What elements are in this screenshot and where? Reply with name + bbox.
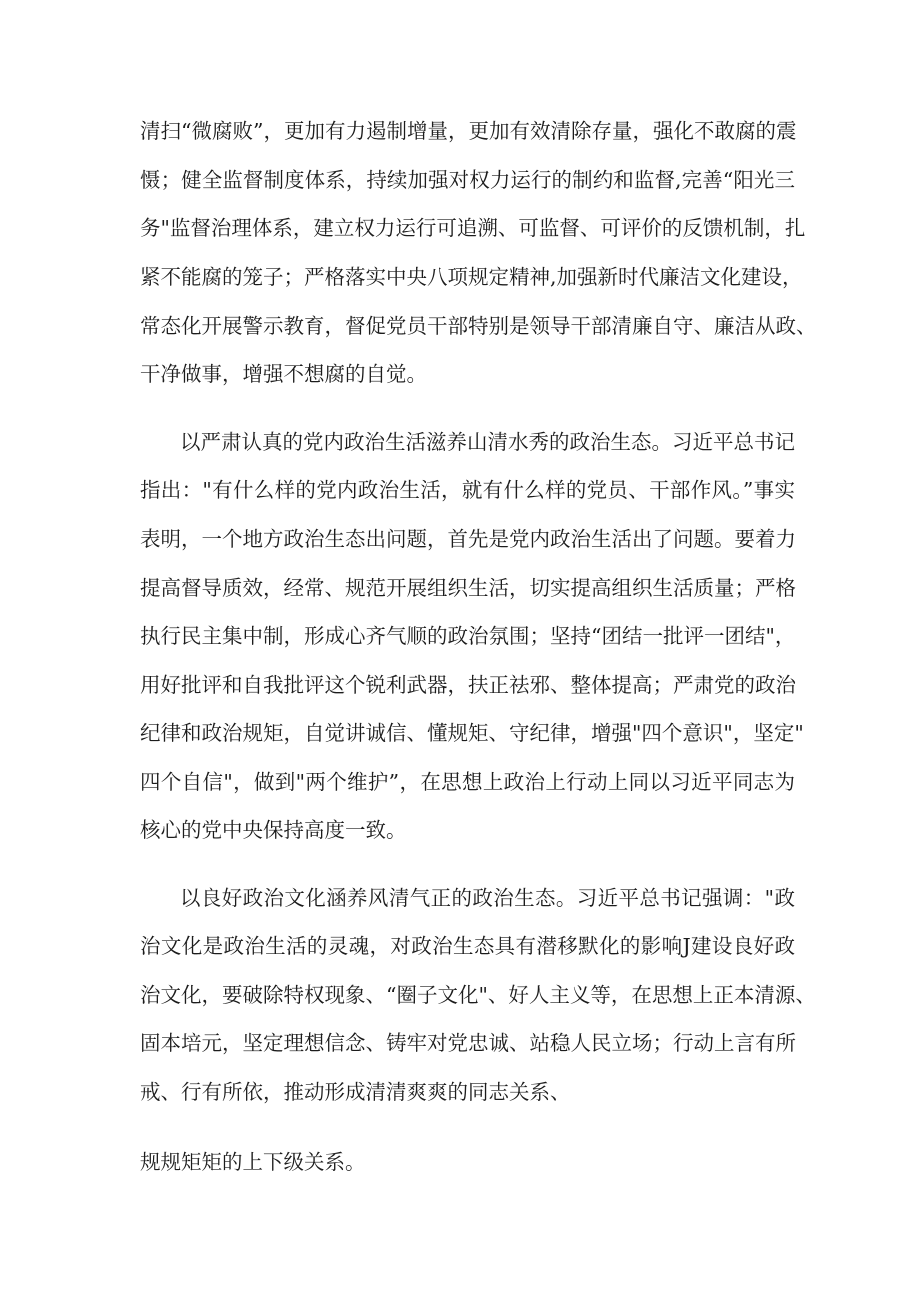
- text-line: 务"监督治理体系，建立权力运行可追溯、可监督、可评价的反馈机制，扎: [140, 216, 806, 240]
- text-line: 提高督导质效，经常、规范开展组织生活，切实提高组织生活质量；严格: [140, 576, 796, 600]
- text-line: 规规矩矩的上下级关系。: [140, 1150, 366, 1174]
- text-line: 核心的党中央保持高度一致。: [140, 818, 407, 842]
- text-line: 治文化，要破除特权现象、“圈子文化"、好人主义等，在思想上正本清源、: [140, 983, 816, 1007]
- text-line: 指出："有什么样的党内政治生活，就有什么样的党员、干部作风。”事实: [140, 478, 795, 502]
- text-line: 执行民主集中制，形成心齐气顺的政治氛围；坚持“团结一批评一团结"，: [140, 624, 796, 648]
- text-line: 慑；健全监督制度体系，持续加强对权力运行的制约和监督,完善“阳光三: [140, 168, 795, 192]
- text-line: 用好批评和自我批评这个锐利武器，扶正祛邪、整体提高；严肃党的政治: [140, 673, 796, 697]
- text-line: 干净做事，增强不想腐的自觉。: [140, 362, 427, 386]
- text-line: 戒、行有所依，推动形成清清爽爽的同志关系、: [140, 1080, 571, 1104]
- text-line: 四个自信"，做到"两个维护”，在思想上政治上行动上同以习近平同志为: [140, 770, 795, 794]
- text-line: 常态化开展警示教育，督促党员干部特别是领导干部清廉自守、廉洁从政、: [140, 314, 817, 338]
- text-line: 纪律和政治规矩，自觉讲诚信、懂规矩、守纪律，增强"四个意识"，坚定": [140, 721, 804, 745]
- text-line: 紧不能腐的笼子；严格落实中央八项规定精神,加强新时代廉洁文化建设，: [140, 265, 803, 289]
- text-line: 以严肃认真的党内政治生活滋养山清水秀的政治生态。习近平总书记: [180, 430, 795, 454]
- text-line: 清扫“微腐败”，更加有力遏制增量，更加有效清除存量，强化不敢腐的震: [140, 119, 797, 143]
- text-line: 以良好政治文化涵养风清气正的政治生态。习近平总书记强调："政: [180, 886, 795, 910]
- text-line: 固本培元，坚定理想信念、铸牢对党忠诚、站稳人民立场；行动上言有所: [140, 1031, 796, 1055]
- text-line: 表明，一个地方政治生态出问题，首先是党内政治生活出了问题。要着力: [140, 527, 796, 551]
- text-line: 治文化是政治生活的灵魂，对政治生态具有潜移默化的影响J建设良好政: [140, 934, 795, 958]
